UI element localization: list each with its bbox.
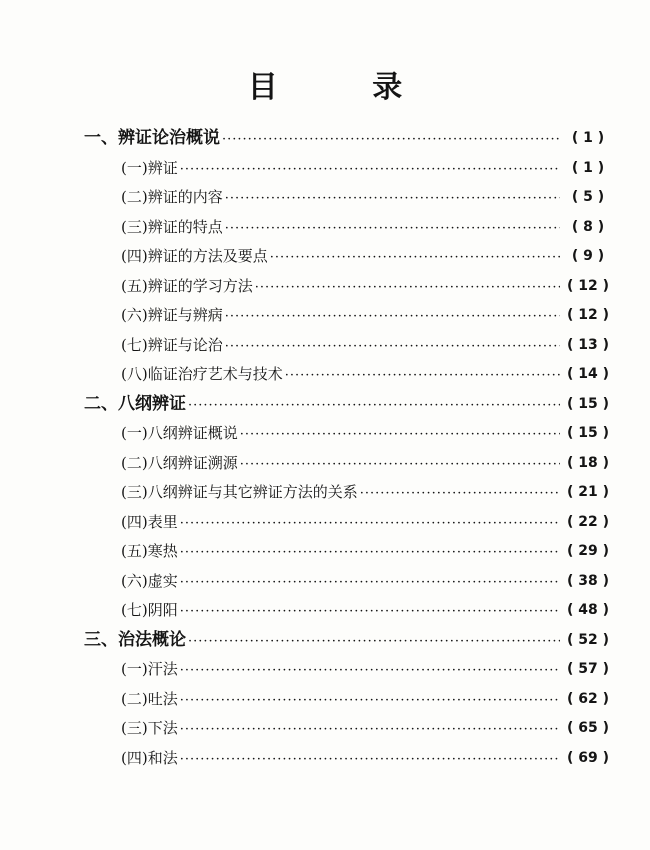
- toc-section: [84, 596, 614, 626]
- toc-entry-label: (二)八纲辨证溯源: [121, 453, 238, 472]
- toc-entry-label: (六)辨证与辨病: [121, 306, 223, 324]
- toc-section: [84, 478, 614, 508]
- toc-section: [84, 537, 614, 567]
- toc-section: [84, 272, 614, 302]
- toc-page-number: ( 65 ): [566, 720, 610, 736]
- toc-section: [84, 567, 614, 597]
- toc-chapter: [84, 390, 614, 420]
- toc-leader: [188, 390, 560, 420]
- toc-leader: [285, 360, 560, 390]
- toc-entry-label: 三、治法概论: [84, 629, 186, 650]
- toc-page-number: ( 8 ): [571, 218, 605, 235]
- toc-leader: [225, 213, 560, 243]
- toc-leader: [225, 301, 560, 331]
- toc-leader: [180, 596, 560, 626]
- toc-entry-label: (五)辨证的学习方法: [121, 276, 253, 295]
- toc-leader: [180, 655, 560, 685]
- toc-leader: [180, 714, 560, 744]
- toc-leader: [180, 537, 560, 567]
- toc-section: [84, 655, 614, 685]
- toc-page-number: ( 21 ): [566, 484, 610, 500]
- toc-leader: [360, 478, 560, 508]
- toc-entry-label: (一)八纲辨证概说: [121, 424, 238, 442]
- page-title: 目 录: [247, 70, 445, 105]
- toc-page-number: ( 15 ): [566, 425, 610, 441]
- toc-entry-label: (一)汗法: [121, 660, 178, 678]
- toc-entry-label: (五)寒热: [121, 542, 178, 560]
- toc-section: [84, 154, 614, 184]
- toc-page-number: ( 14 ): [566, 366, 610, 382]
- toc-leader: [255, 272, 560, 302]
- toc-entry-label: (四)表里: [121, 512, 178, 531]
- toc-entry-label: (四)和法: [121, 748, 178, 767]
- toc-entry-label: 一、辨证论治概说: [84, 128, 220, 148]
- toc-page-number: ( 22 ): [566, 513, 610, 530]
- toc-leader: [270, 242, 560, 272]
- toc-section: [84, 419, 614, 449]
- toc-page-number: ( 12 ): [566, 277, 610, 294]
- toc-section: [84, 331, 614, 361]
- toc-page-number: ( 5 ): [571, 189, 605, 205]
- toc-section: [84, 213, 614, 243]
- toc-page-number: ( 1 ): [571, 130, 605, 146]
- toc-entry-label: (三)八纲辨证与其它辨证方法的关系: [121, 483, 358, 501]
- toc-leader: [225, 183, 560, 213]
- toc-chapter: [84, 124, 614, 154]
- toc-page-number: ( 29 ): [566, 543, 610, 559]
- toc-leader: [180, 567, 560, 597]
- toc-leader: [222, 124, 560, 154]
- toc-entry-label: (一)辨证: [121, 158, 178, 177]
- toc-section: [84, 508, 614, 538]
- toc-leader: [180, 685, 560, 715]
- toc-entry-label: (二)辨证的内容: [121, 188, 223, 206]
- toc-leader: [180, 744, 560, 774]
- toc-entry-label: (六)虚实: [121, 571, 178, 590]
- toc-section: [84, 183, 614, 213]
- toc-section: [84, 714, 614, 744]
- toc-entry-label: (三)辨证的特点: [121, 217, 223, 236]
- toc-section: [84, 449, 614, 479]
- toc-leader: [180, 154, 560, 184]
- toc-leader: [240, 449, 560, 479]
- toc-section: [84, 242, 614, 272]
- toc-entry-label: (四)辨证的方法及要点: [121, 247, 268, 265]
- toc-section: [84, 685, 614, 715]
- toc-page-number: ( 12 ): [566, 307, 610, 323]
- toc-page-number: ( 57 ): [566, 661, 610, 677]
- toc-page-number: ( 18 ): [566, 454, 610, 471]
- toc-leader: [180, 508, 560, 538]
- toc-page-number: ( 62 ): [566, 690, 610, 707]
- toc-page-number: ( 48 ): [566, 602, 610, 618]
- toc-page-number: ( 13 ): [566, 336, 610, 353]
- toc-page-number: ( 38 ): [566, 572, 610, 589]
- table-of-contents: [84, 124, 614, 773]
- toc-entry-label: (七)阴阳: [121, 601, 178, 619]
- toc-leader: [240, 419, 560, 449]
- toc-section: [84, 301, 614, 331]
- toc-leader: [225, 331, 560, 361]
- toc-entry-label: (三)下法: [121, 719, 178, 737]
- toc-page-number: ( 52 ): [566, 631, 610, 648]
- toc-page-number: ( 9 ): [571, 248, 605, 264]
- toc-entry-label: (二)吐法: [121, 689, 178, 708]
- toc-section: [84, 360, 614, 390]
- toc-page-number: ( 15 ): [566, 395, 610, 412]
- toc-entry-label: (七)辨证与论治: [121, 335, 223, 354]
- toc-section: [84, 744, 614, 774]
- toc-leader: [188, 626, 560, 656]
- toc-page-number: ( 69 ): [566, 749, 610, 766]
- toc-entry-label: (八)临证治疗艺术与技术: [121, 365, 283, 383]
- toc-page-number: ( 1 ): [571, 159, 605, 176]
- toc-entry-label: 二、八纲辨证: [84, 393, 186, 414]
- toc-chapter: [84, 626, 614, 656]
